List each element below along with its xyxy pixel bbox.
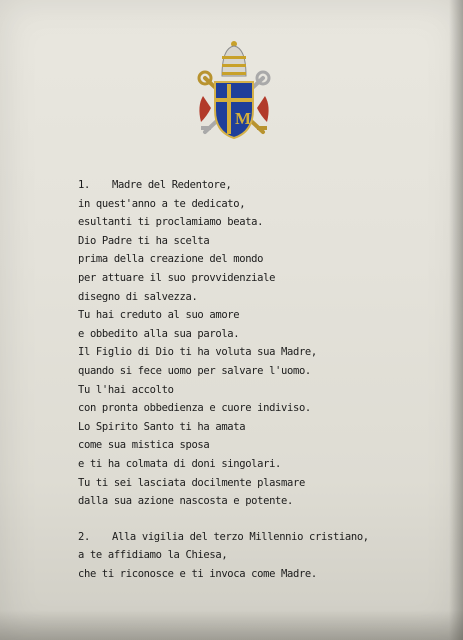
stanza-1-line-8: Tu hai creduto al suo amore (78, 309, 240, 322)
stanza-1-line-11: quando si fece uomo per salvare l'uomo. (78, 364, 311, 377)
stanza-1-line-5: prima della creazione del mondo (78, 253, 264, 266)
cross-vertical (227, 84, 231, 134)
stanza-1-line-3: esultanti ti proclamiamo beata. (78, 216, 264, 229)
stanza-2-line-2: a te affidiamo la Chiesa, (78, 549, 228, 562)
tiara-icon (222, 41, 246, 76)
coat-of-arms-icon (193, 36, 275, 142)
stanza-1-line-12: Tu l'hai accolto (78, 383, 174, 396)
stanza-1-line-7: disegno di salvezza. (78, 290, 198, 303)
shield-letter: M (235, 109, 252, 128)
stanza-1-line-16: e ti ha colmata di doni singolari. (78, 457, 282, 470)
page-edge-shadow-bottom (0, 610, 463, 640)
stanza-1-line-17: Tu ti sei lasciata docilmente plasmare (78, 476, 305, 489)
stanza-1-line-1: 1. Madre del Redentore, (78, 176, 438, 195)
stanza-2-number: 2. (78, 530, 90, 543)
stanza-2-line-3: che ti riconosce e ti invoca come Madre. (78, 567, 317, 580)
stanza-1-line-10: Il Figlio di Dio ti ha voluta sua Madre, (78, 346, 317, 359)
stanza-1-line-15: come sua mistica sposa (78, 439, 210, 452)
stanza-1-line-14: Lo Spirito Santo ti ha amata (78, 420, 246, 433)
left-ribbon-icon (199, 96, 211, 122)
stanza-1-line-4: Dio Padre ti ha scelta (78, 234, 210, 247)
page-edge-shadow-right (449, 0, 463, 640)
right-ribbon-icon (257, 96, 269, 122)
stanza-1-line-18: dalla sua azione nascosta e potente. (78, 495, 293, 508)
cross-horizontal (216, 98, 252, 102)
stanza-1-line-2: in quest'anno a te dedicato, (78, 197, 246, 210)
stanza-1-line-13: con pronta obbedienza e cuore indiviso. (78, 402, 311, 415)
stanza-gap (78, 511, 438, 528)
stanza-1-line-6: per attuare il suo provvidenziale (78, 271, 276, 284)
stanza-1-number: 1. (78, 179, 90, 191)
prayer-text (78, 176, 438, 583)
stanza-2-line-1: 2. Alla vigilia del terzo Millennio cristiano, (78, 528, 438, 547)
stanza-1-line-9: e obbedito alla sua parola. (78, 327, 240, 340)
